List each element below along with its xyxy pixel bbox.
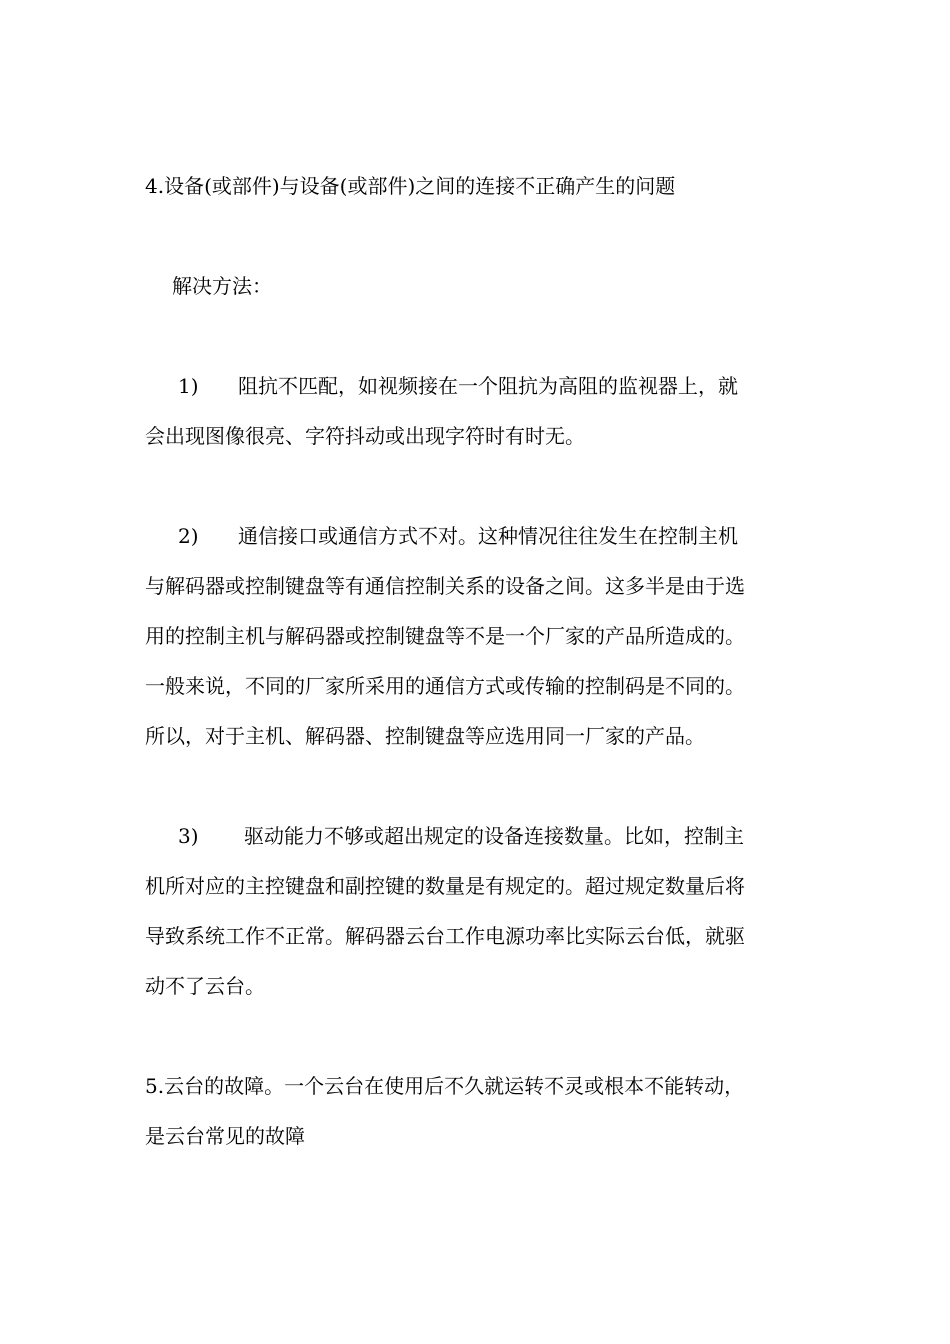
list-number: 1)	[178, 374, 199, 398]
list-item-2	[145, 511, 810, 761]
list-number: 2)	[178, 524, 199, 548]
method-label-text: 解决方法：	[172, 274, 272, 298]
paragraph-line	[145, 811, 810, 861]
paragraph-line: 会出现图像很亮、字符抖动或出现字符时有时无。	[145, 424, 585, 448]
paragraph-line	[145, 511, 810, 561]
paragraph-line: 一般来说，不同的厂家所采用的通信方式或传输的控制码是不同的。	[145, 674, 745, 698]
method-label	[172, 261, 837, 311]
paragraph-line: 动不了云台。	[145, 974, 265, 998]
paragraph-line: 是云台常见的故障	[145, 1124, 305, 1148]
paragraph-line: 所以，对于主机、解码器、控制键盘等应选用同一厂家的产品。	[145, 724, 705, 748]
list-item-3	[145, 811, 810, 1011]
heading-text: 4.设备(或部件)与设备(或部件)之间的连接不正确产生的问题	[145, 174, 676, 198]
list-item-1	[145, 361, 810, 461]
paragraph-line: 机所对应的主控键盘和副控键的数量是有规定的。超过规定数量后将	[145, 874, 745, 898]
paragraph-text: 阻抗不匹配，如视频接在一个阻抗为高阻的监视器上，就	[238, 374, 738, 398]
paragraph-line: 导致系统工作不正常。解码器云台工作电源功率比实际云台低，就驱	[145, 924, 745, 948]
paragraph-line: 与解码器或控制键盘等有通信控制关系的设备之间。这多半是由于选	[145, 574, 745, 598]
paragraph-text: 驱动能力不够或超出规定的设备连接数量。比如，控制主	[244, 824, 744, 848]
paragraph-line: 用的控制主机与解码器或控制键盘等不是一个厂家的产品所造成的。	[145, 624, 745, 648]
section-heading-4	[145, 161, 810, 211]
list-number: 3)	[178, 824, 199, 848]
section-heading-5	[145, 1061, 810, 1161]
paragraph-line: 5.云台的故障。一个云台在使用后不久就运转不灵或根本不能转动，	[145, 1074, 745, 1098]
paragraph-text: 通信接口或通信方式不对。这种情况往往发生在控制主机	[238, 524, 738, 548]
paragraph-line	[145, 361, 810, 411]
